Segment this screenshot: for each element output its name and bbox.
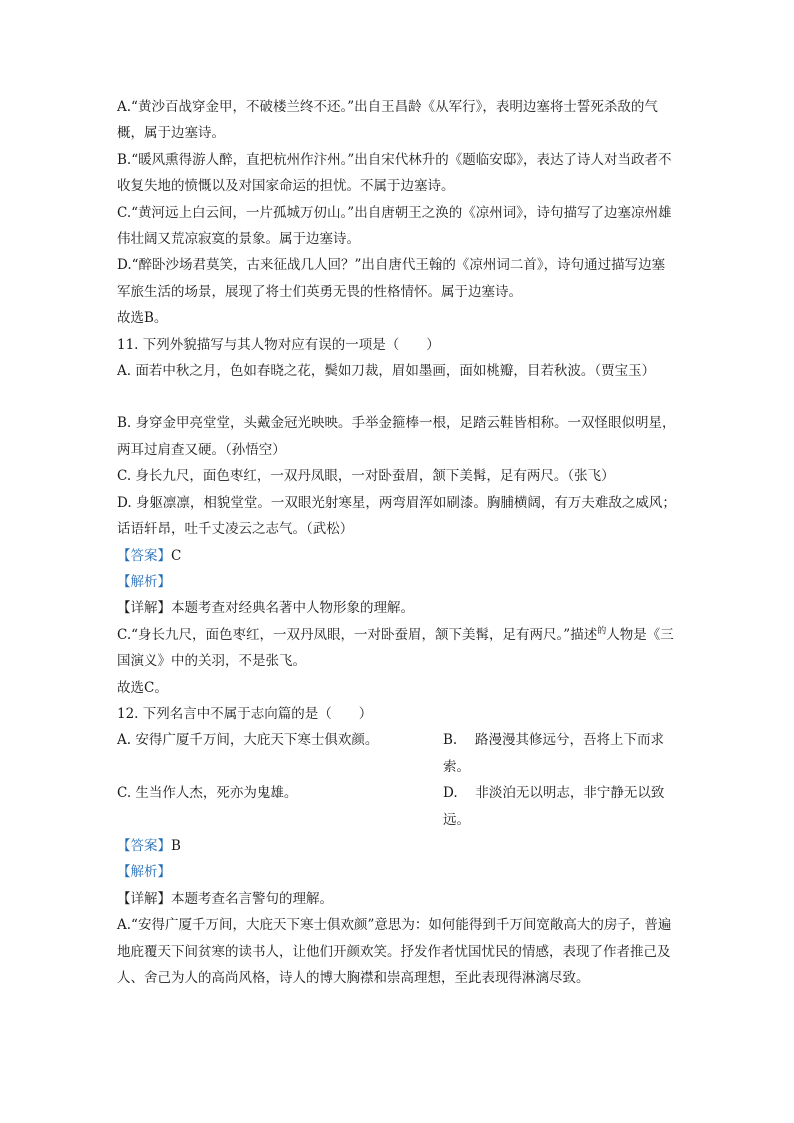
- option-d-analysis: D.“醉卧沙场君莫笑，古来征战几人回？”出自唐代王翰的《凉州词二首》，诗句通过描写边塞军旅生活的场景，展现了将士们英勇无畏的性格情怀。属于边塞诗。: [117, 257, 666, 300]
- question-11-option-c: C. 身长九尺，面色枣红，一双丹凤眼，一对卧蚕眉，颔下美髯，足有两尺。（张飞）: [117, 468, 615, 485]
- detail-text: 本题考查对经典名著中人物形象的理解。: [171, 600, 414, 617]
- spacer: [117, 384, 677, 410]
- question-12-option-d: D. 非淡泊无以明志，非宁静无以致远。: [443, 785, 665, 828]
- answer-tag: 【答案】: [117, 547, 171, 564]
- option-b-analysis: B.“暖风熏得游人醉，直把杭州作汴州。”出自宋代林升的《题临安邸》，表达了诗人对当政者不收复失地的愤慨以及对国家命运的担忧。不属于边塞诗。: [117, 151, 672, 195]
- explanation-text-part1: C.“身长九尺，面色枣红，一双丹凤眼，一对卧蚕眉，颔下美髯，足有两尺。”描述: [117, 626, 598, 643]
- explanation-11: [117, 622, 677, 675]
- question-11: 11. 下列外貌描写与其人物对应有误的一项是（ ）: [117, 336, 440, 353]
- question-12: 12. 下列名言中不属于志向篇的是（ ）: [117, 705, 373, 722]
- document-content: [117, 94, 677, 991]
- question-12-option-c: C. 生当作人杰，死亦为鬼雄。: [117, 785, 298, 802]
- question-11-option-a: A. 面若中秋之月，色如春晓之花，鬓如刀裁，眉如墨画，面如桃瓣，目若秋波。（贾宝玉）: [117, 363, 656, 380]
- question-12-row-2: [117, 780, 677, 833]
- question-11-option-b: B. 身穿金甲亮堂堂，头戴金冠光映映。手举金箍棒一根，足踏云鞋皆相称。一双怪眼似明星，两耳过肩查又硬。（孙悟空）: [117, 415, 676, 458]
- detail-tag: 【详解】: [117, 600, 171, 617]
- detail-tag: 【详解】: [117, 890, 171, 907]
- explanation-text-part2: 人物是《三国演义》中的关羽，不是张飞。: [117, 626, 674, 670]
- answer-conclusion: 故选B。: [117, 310, 168, 327]
- analysis-tag: 【解析】: [117, 573, 171, 590]
- explanation-superscript: 的: [597, 626, 607, 637]
- question-12-option-b: B. 路漫漫其修远兮，吾将上下而求索。: [443, 732, 665, 775]
- detail-12: [117, 886, 677, 912]
- answer-value: B: [171, 837, 181, 854]
- analysis-11: [117, 569, 677, 595]
- detail-11: [117, 595, 677, 621]
- explanation-12: A.“安得广厦千万间，大庇天下寒士俱欢颜”意思为：如何能得到千万间宽敞高大的房子，普遍地庇覆天下间贫寒的读书人，让他们开颜欢笑。抒发作者忧国忧民的情感，表现了作者推己及人、舍己为人的高尚风格，诗人的博大胸襟和崇高理想，至此表现得淋漓尽致。: [117, 917, 672, 986]
- question-12-row-1: [117, 727, 677, 780]
- question-11-option-d: D. 身躯凛凛，相貌堂堂。一双眼光射寒星，两弯眉浑如刷漆。胸脯横阔，有万夫难敌之威风；话语轩昂，吐千丈凌云之志气。（武松）: [117, 494, 676, 538]
- option-a-analysis: A.“黄沙百战穿金甲，不破楼兰终不还。”出自王昌龄《从军行》，表明边塞将士誓死杀敌的气概，属于边塞诗。: [117, 99, 658, 142]
- answer-conclusion-11: 故选C。: [117, 679, 168, 696]
- answer-12: [117, 833, 677, 859]
- detail-text: 本题考查名言警句的理解。: [171, 890, 333, 907]
- question-12-option-a: A. 安得广厦千万间，大庇天下寒士俱欢颜。: [117, 732, 379, 749]
- analysis-tag: 【解析】: [117, 864, 171, 881]
- analysis-12: [117, 859, 677, 885]
- answer-tag: 【答案】: [117, 837, 171, 854]
- answer-value: C: [171, 547, 182, 564]
- option-c-analysis: C.“黄河远上白云间，一片孤城万仞山。”出自唐朝王之涣的《凉州词》，诗句描写了边塞凉州雄伟壮阔又荒凉寂寞的景象。属于边塞诗。: [117, 204, 672, 248]
- answer-11: [117, 543, 677, 569]
